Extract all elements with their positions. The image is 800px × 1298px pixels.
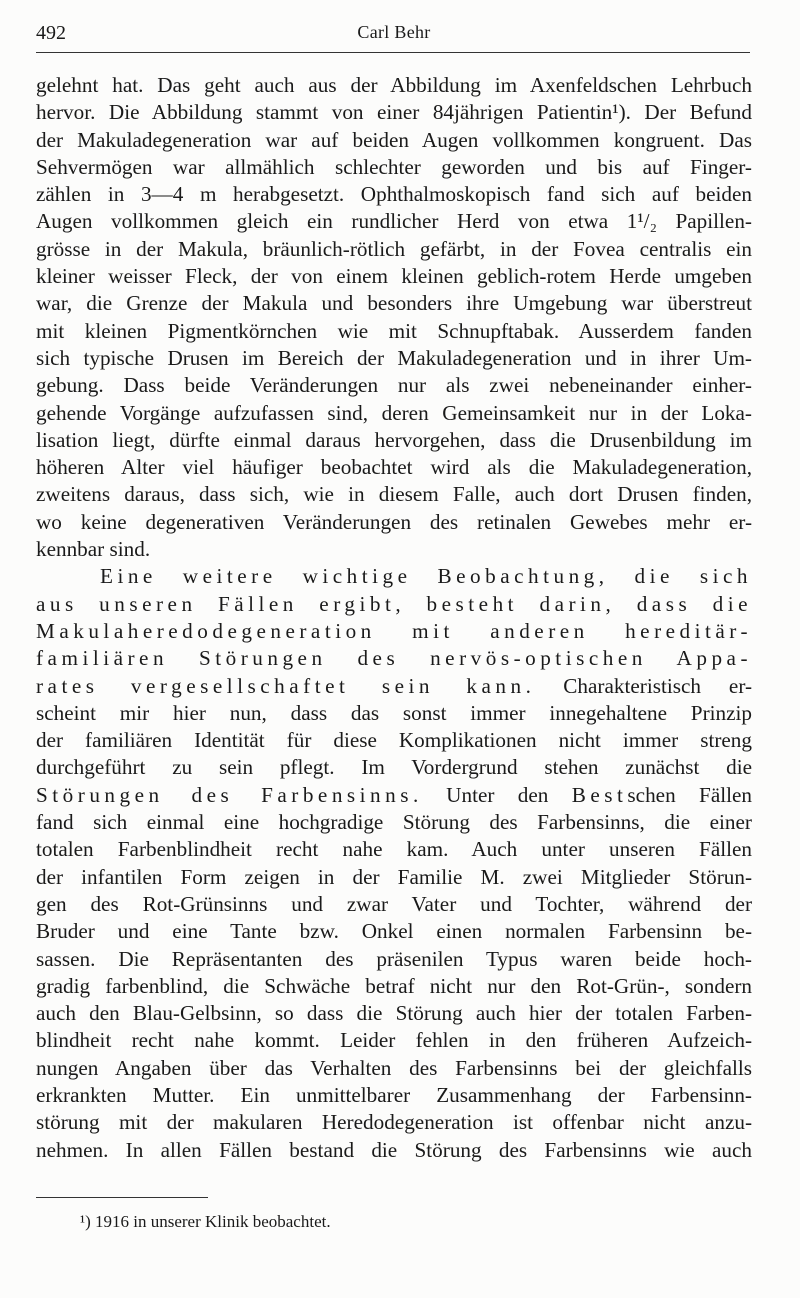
text-line: zählen in 3—4 m herabgesetzt. Ophthalmoskopisch fand sich auf beiden (36, 182, 752, 207)
text-line: war, die Grenze der Makula und besonders ihre Umgebung war überstreut (36, 291, 752, 316)
text-line: nungen Angaben über das Verhalten des Farbensinns bei der gleichfalls (36, 1055, 752, 1080)
text-line: gebung. Dass beide Veränderungen nur als zwei nebeneinander einher- (36, 373, 752, 398)
text-line: Störungen des Farbensinns. Unter den Bestschen Fällen (36, 782, 752, 807)
text-line: fand sich einmal eine hochgradige Störung des Farbensinns, die einer (36, 810, 752, 835)
text-line: der familiären Identität für diese Komplikationen nicht immer streng (36, 728, 752, 753)
text-line: scheint mir hier nun, dass das sonst immer innegehaltene Prinzip (36, 700, 752, 725)
text-line: der Makuladegeneration war auf beiden Augen vollkommen kongruent. Das (36, 127, 752, 152)
text-line: höheren Alter viel häufiger beobachtet wird als die Makuladegeneration, (36, 455, 752, 480)
running-head: Carl Behr (357, 22, 431, 42)
text-line: nehmen. In allen Fällen bestand die Störung des Farbensinns wie auch (36, 1137, 752, 1162)
text-line: Bruder und eine Tante bzw. Onkel einen normalen Farbensinn be- (36, 919, 752, 944)
text-line: gradig farbenblind, die Schwäche betraf nicht nur den Rot-Grün-, sondern (36, 973, 752, 998)
body-text (36, 72, 752, 1164)
text-line: Eine weitere wichtige Beobachtung, die sich (100, 564, 752, 589)
text-line: wo keine degenerativen Veränderungen des retinalen Gewebes mehr er- (36, 509, 752, 534)
footnote: ¹) 1916 in unserer Klinik beobachtet. (80, 1212, 331, 1231)
text-line: Makulaheredodegeneration mit anderen hereditär- (36, 618, 752, 643)
text-line: aus unseren Fällen ergibt, besteht darin, dass die (36, 591, 752, 616)
text-line: gen des Rot-Grünsinns und zwar Vater und Tochter, während der (36, 891, 752, 916)
text-line: kennbar sind. (36, 537, 151, 562)
text-line: auch den Blau-Gelbsinn, so dass die Störung auch hier der totalen Farben- (36, 1001, 752, 1026)
text-line: zweitens daraus, dass sich, wie in diesem Falle, auch dort Drusen finden, (36, 482, 752, 507)
text-line: blindheit recht nahe kommt. Leider fehlen in den früheren Aufzeich- (36, 1028, 752, 1053)
text-line: hervor. Die Abbildung stammt von einer 84jährigen Patientin¹). Der Befund (36, 100, 752, 125)
text-line: grösse in der Makula, bräunlich-rötlich gefärbt, in der Fovea centralis ein (36, 236, 752, 261)
text-line: erkrankten Mutter. Ein unmittelbarer Zusammenhang der Farbensinn- (36, 1082, 752, 1107)
text-line: durchgeführt zu sein pflegt. Im Vordergrund stehen zunächst die (36, 755, 752, 780)
text-line: sich typische Drusen im Bereich der Makuladegeneration und in ihrer Um- (36, 345, 752, 370)
text-line: familiären Störungen des nervös-optischen Appa- (36, 646, 752, 671)
footnote-rule (36, 1197, 208, 1198)
page-header (36, 22, 752, 52)
text-line: mit kleinen Pigmentkörnchen wie mit Schnupftabak. Ausserdem fanden (36, 318, 752, 343)
text-line: Augen vollkommen gleich ein rundlicher Herd von etwa 1¹/₂ Papillen- (36, 209, 752, 234)
text-line: gehende Vorgänge aufzufassen sind, deren Gemeinsamkeit nur in der Loka- (36, 400, 752, 425)
text-line: lisation liegt, dürfte einmal daraus hervorgehen, dass die Drusenbildung im (36, 427, 752, 452)
header-rule (36, 52, 750, 53)
text-line: der infantilen Form zeigen in der Familie M. zwei Mitglieder Störun- (36, 864, 752, 889)
text-line: rates vergesellschaftet sein kann. Charakteristisch er- (36, 673, 752, 698)
text-line: Sehvermögen war allmählich schlechter geworden und bis auf Finger- (36, 154, 752, 179)
text-line: gelehnt hat. Das geht auch aus der Abbildung im Axenfeldschen Lehrbuch (36, 73, 752, 97)
text-line: totalen Farbenblindheit recht nahe kam. Auch unter unseren Fällen (36, 837, 752, 862)
page-number: 492 (36, 22, 66, 44)
text-line: kleiner weisser Fleck, der von einem kleinen geblich-rotem Herde umgeben (36, 264, 752, 289)
text-line: sassen. Die Repräsentanten des präsenilen Typus waren beide hoch- (36, 946, 752, 971)
text-line: störung mit der makularen Heredodegeneration ist offenbar nicht anzu- (36, 1110, 752, 1135)
